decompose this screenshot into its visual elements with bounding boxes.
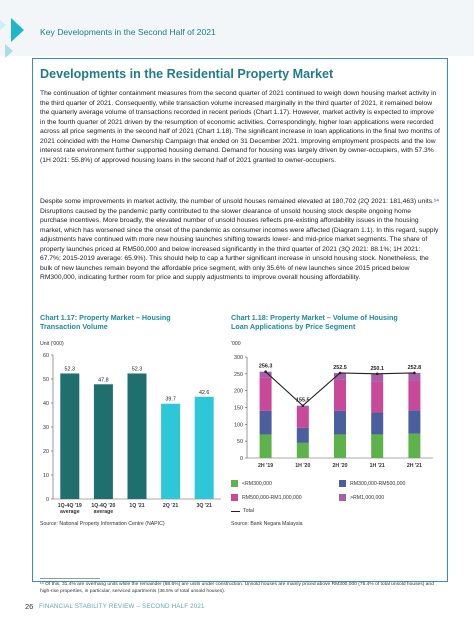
y-tick-label: 50 (43, 377, 49, 383)
x-tick-label: 2H '20 (332, 463, 348, 469)
total-point (264, 370, 267, 373)
x-tick-label: 3Q '21 (196, 503, 212, 509)
legend-item (339, 494, 384, 501)
total-point (302, 404, 305, 407)
footnote: ¹⁴ Of this, 31.4% are overhang units while the remainder (68.6%) are units under construction. Unsold houses are mainly priced above RM300,000 (75.4% of total unsold houses) and high-rise properties, in particular, serviced apartments (36.5% of total unsold houses). (40, 582, 434, 594)
legend-line (231, 511, 240, 512)
legend-label: RM300,000-RM500,000 (350, 480, 406, 487)
x-tick-label: 1H '20 (295, 463, 311, 469)
stacked-bar-segment (334, 434, 346, 458)
stacked-bar-segment (297, 443, 309, 458)
stacked-bar-segment (371, 382, 383, 413)
chevron-arrow-icon (11, 18, 24, 42)
legend-swatch (339, 494, 346, 501)
total-point (413, 372, 416, 375)
total-value-label: 250.1 (370, 365, 384, 372)
bar (94, 384, 113, 499)
paragraph-1: The continuation of tighter containment measures from the second quarter of 2021 continued to weigh down housing market activity in the third quarter of 2021. Consequently, while transaction volume increased marginally in the third quarter of 2021, it remained below the quarterly average volume of transactions recorded in recent periods (Chart 1.17). However, market activity is expected to improve in the fourth quarter of 2021 driven by the resumption of economic activities. Correspondingly, higher loan applications were recorded across all price segments in the second half of 2021 (Chart 1.18). The significant increase in loan applications in the final two months of 2021 coincided with the Home Ownership Campaign that ended on 31 December 2021. Improving employment prospects and the low interest rate environment further supported housing demand. Demand for housing was largely driven by owner-occupiers, with 57.3% (1H 2021: 55.8%) of approved housing loans in the second half of 2021 granted to owner-occupiers. (40, 90, 440, 164)
x-tick-label: 1Q-4Q '19 (57, 503, 82, 509)
x-tick-label: 2H '19 (258, 463, 274, 469)
legend-label: <RM300,000 (242, 480, 272, 487)
stacked-bar-segment (260, 411, 272, 435)
footnote-rule (40, 578, 100, 579)
legend-item (231, 494, 302, 501)
info-box (32, 58, 448, 582)
y-tick-label: 250 (234, 371, 243, 378)
section-header: Key Developments in the Second Half of 2021 (40, 27, 216, 37)
stacked-bar-segment (297, 408, 309, 428)
stacked-bar-segment (408, 410, 420, 434)
stacked-bar-segment (408, 434, 420, 458)
y-tick-label: 0 (240, 456, 243, 462)
bar (60, 373, 79, 499)
bar-value-label: 47.8 (98, 377, 109, 384)
bar (128, 373, 147, 499)
total-value-label: 256.3 (258, 363, 273, 370)
bar-value-label: 42.6 (198, 389, 210, 396)
y-tick-label: 0 (46, 497, 49, 503)
stacked-bar-segment (260, 377, 272, 411)
stacked-bar-segment (408, 381, 420, 411)
x-tick-label: 1Q '21 (129, 503, 145, 509)
bar-value-label: 39.7 (165, 396, 176, 403)
chart-1-17-unit: Unit ('000) (40, 341, 64, 347)
stacked-bar-segment (260, 434, 272, 458)
page-number: 26 (25, 602, 34, 611)
legend-item (231, 480, 272, 487)
legend-label: >RM1,000,000 (350, 494, 385, 501)
chevron-decoration-icon (5, 44, 13, 58)
box-title: Developments in the Residential Property Market (40, 67, 334, 81)
y-tick-label: 10 (43, 473, 49, 479)
legend-label: Total (243, 508, 254, 514)
x-tick-label: 2Q '21 (162, 503, 179, 509)
bar-value-label: 52.3 (64, 366, 76, 373)
x-tick-label: average (59, 509, 80, 515)
stacked-bar-segment (334, 411, 346, 435)
y-tick-label: 300 (234, 355, 243, 361)
legend-item (339, 480, 405, 487)
legend-label: RM500,000-RM1,000,000 (242, 494, 302, 501)
legend-swatch (231, 494, 238, 501)
total-point (339, 372, 342, 375)
chart-1-18-source: Source: Bank Negara Malaysia (231, 521, 303, 527)
legend-swatch (231, 480, 238, 487)
legend-swatch (339, 480, 346, 487)
bar-value-label: 52.3 (131, 366, 143, 373)
x-tick-label: average (93, 509, 114, 515)
bar (161, 404, 180, 499)
total-value-label: 155.5 (296, 397, 310, 404)
chart-1-17-title: Chart 1.17: Property Market – Housing Transaction Volume (40, 313, 171, 331)
x-tick-label: 1Q-4Q '20 (91, 503, 116, 509)
y-tick-label: 100 (234, 422, 243, 429)
y-tick-label: 40 (43, 401, 49, 407)
stacked-bar-segment (334, 380, 346, 411)
stacked-bar-segment (371, 413, 383, 435)
footer-publication: FINANCIAL STABILITY REVIEW – SECOND HALF 2021 (39, 603, 205, 610)
y-tick-label: 30 (43, 425, 49, 431)
paragraph-2: Despite some improvements in market activity, the number of unsold houses remained elevated at 180,702 (2Q 2021: 181,463) units.¹⁴ Disruptions caused by the pandemic partly contributed to the slower clearance of unsold housing stock despite ongoing home purchase incentives. More broadly, the elevated number of unsold houses reflects pre-existing affordability issues in the housing market, which has worsened since the onset of the pandemic as consumer incomes were affected (Diagram 1.1). In this regard, supply adjustments have continued with more new housing launches shifting towards lower- and mid-price market segments. The share of property launches priced at RM500,000 and below increased significantly in the third quarter of 2021 (3Q 2021: 88.1%; 1H 2021: 67.7%; 2015-2019 average: 65.9%). This should help to cap a further significant increase in unsold housing stock. Nonetheless, the bulk of new launches remain beyond the affordable price segment, with only 35.6% of new launches since 2015 priced below RM300,000, indicating further room for price and supply adjustments to improve overall housing affordability. (40, 198, 440, 282)
y-tick-label: 20 (43, 449, 49, 455)
y-tick-label: 200 (234, 388, 243, 395)
legend-item (231, 508, 254, 514)
y-tick-label: 150 (234, 405, 243, 412)
chart-1-18-unit: '000 (231, 341, 241, 347)
total-point (376, 372, 379, 375)
chart-1-18-title: Chart 1.18: Property Market – Volume of Housing Loan Applications by Price Segment (231, 313, 398, 331)
stacked-bar-segment (371, 434, 383, 458)
x-tick-label: 2H '21 (406, 463, 422, 469)
bar (195, 397, 214, 499)
stacked-bar-segment (297, 428, 309, 443)
x-tick-label: 1H '21 (369, 463, 385, 469)
chart-1-17-source: Source: National Property Information Centre (NAPIC) (40, 521, 165, 527)
y-tick-label: 60 (43, 353, 49, 359)
y-tick-label: 50 (237, 439, 243, 446)
total-value-label: 252.5 (333, 364, 347, 371)
chevron-decoration-icon (0, 20, 6, 30)
chart-1-18 (225, 347, 440, 472)
chart-1-17 (33, 347, 233, 517)
total-value-label: 252.8 (407, 364, 422, 371)
